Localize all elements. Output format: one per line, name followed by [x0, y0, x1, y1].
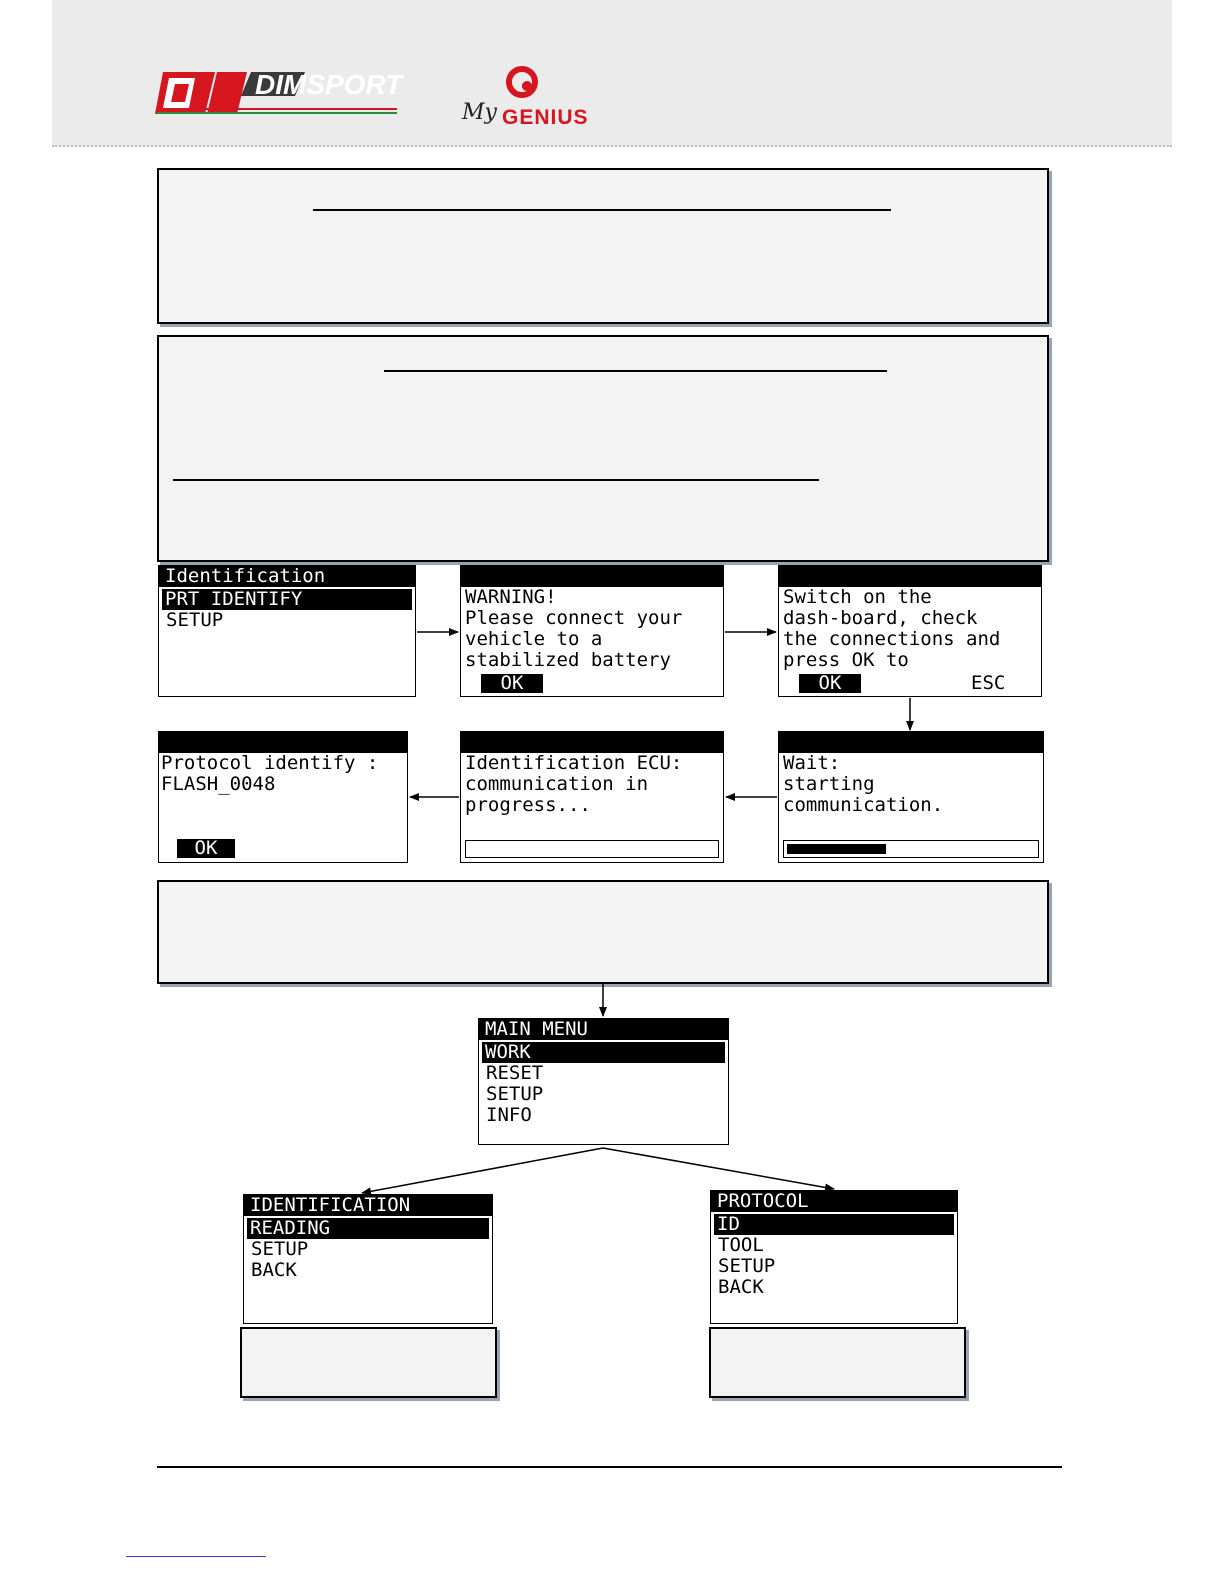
- menu-item-prt-identify[interactable]: PRT IDENTIFY: [162, 589, 412, 610]
- progress-bar: [465, 840, 719, 858]
- mygenius-logo-genius: GENIUS: [502, 106, 589, 129]
- menu-item-info[interactable]: INFO: [486, 1104, 532, 1126]
- dimsport-logo: [155, 68, 405, 118]
- screen-title-bar: [159, 732, 407, 753]
- menu-item-setup[interactable]: SETUP: [166, 609, 224, 631]
- menu-item-reset[interactable]: RESET: [486, 1062, 544, 1084]
- ecu-line-1: Identification ECU:: [465, 752, 683, 774]
- text-panel-1: [157, 168, 1049, 324]
- text-panel-5: [709, 1327, 966, 1398]
- arrow-branch-left: [362, 1148, 603, 1193]
- progress-fill: [787, 844, 886, 854]
- heading-underline-3: [173, 479, 819, 481]
- menu-item-setup[interactable]: SETUP: [251, 1238, 309, 1260]
- menu-item-back[interactable]: BACK: [718, 1276, 764, 1298]
- screen-title-bar: [779, 566, 1041, 587]
- protocol-line-2: FLASH_0048: [161, 773, 276, 795]
- screen-title: Identification: [159, 566, 415, 587]
- screen-protocol-menu: [710, 1190, 958, 1324]
- warning-line-3: vehicle to a: [465, 628, 603, 650]
- screen-protocol-identify: [158, 731, 408, 863]
- wait-line-3: communication.: [783, 794, 944, 816]
- wait-line-1: Wait:: [783, 752, 841, 774]
- warning-line-1: WARNING!: [465, 586, 557, 608]
- ok-button[interactable]: OK: [177, 839, 235, 858]
- dimsport-logo-text: DIMSPORT: [255, 69, 403, 100]
- warning-line-2: Please connect your: [465, 607, 683, 629]
- menu-item-back[interactable]: BACK: [251, 1259, 297, 1281]
- footer-link-underline: [126, 1556, 266, 1557]
- heading-underline-1: [313, 209, 891, 211]
- text-panel-4: [240, 1327, 497, 1398]
- menu-item-setup[interactable]: SETUP: [486, 1083, 544, 1105]
- wait-line-2: starting: [783, 773, 875, 795]
- screen-warning: [460, 565, 724, 697]
- footer-divider: [157, 1466, 1062, 1468]
- screen-title: IDENTIFICATION: [244, 1195, 492, 1216]
- progress-bar: [783, 840, 1039, 858]
- switch-line-2: dash-board, check: [783, 607, 978, 629]
- text-panel-3: [157, 880, 1049, 984]
- arrow-branch-right: [603, 1148, 834, 1189]
- screen-main-menu: [478, 1018, 729, 1145]
- mygenius-logo: [462, 62, 602, 142]
- screen-identification: [158, 565, 416, 697]
- menu-item-reading[interactable]: READING: [247, 1218, 489, 1239]
- warning-line-4: stabilized battery: [465, 649, 671, 671]
- heading-underline-2: [384, 370, 887, 372]
- ok-button[interactable]: OK: [799, 674, 861, 693]
- screen-title-bar: [461, 732, 723, 753]
- screen-title-bar: [779, 732, 1043, 753]
- screen-title-bar: [461, 566, 723, 587]
- mygenius-logo-my: My: [462, 100, 497, 125]
- screen-identification-menu: [243, 1194, 493, 1324]
- screen-title: PROTOCOL: [711, 1191, 957, 1212]
- ecu-line-3: progress...: [465, 794, 591, 816]
- esc-button[interactable]: ESC: [971, 672, 1006, 694]
- switch-line-4: press OK to: [783, 649, 909, 671]
- protocol-line-1: Protocol identify :: [161, 752, 379, 774]
- screen-identification-ecu: [460, 731, 724, 863]
- switch-line-1: Switch on the: [783, 586, 932, 608]
- menu-item-setup[interactable]: SETUP: [718, 1255, 776, 1277]
- menu-item-work[interactable]: WORK: [482, 1042, 725, 1063]
- menu-item-tool[interactable]: TOOL: [718, 1234, 764, 1256]
- screen-switch-on: [778, 565, 1042, 697]
- menu-item-id[interactable]: ID: [714, 1214, 954, 1235]
- screen-wait: [778, 731, 1044, 863]
- switch-line-3: the connections and: [783, 628, 1001, 650]
- ok-button[interactable]: OK: [481, 674, 543, 693]
- ecu-line-2: communication in: [465, 773, 649, 795]
- screen-title: MAIN MENU: [479, 1019, 728, 1040]
